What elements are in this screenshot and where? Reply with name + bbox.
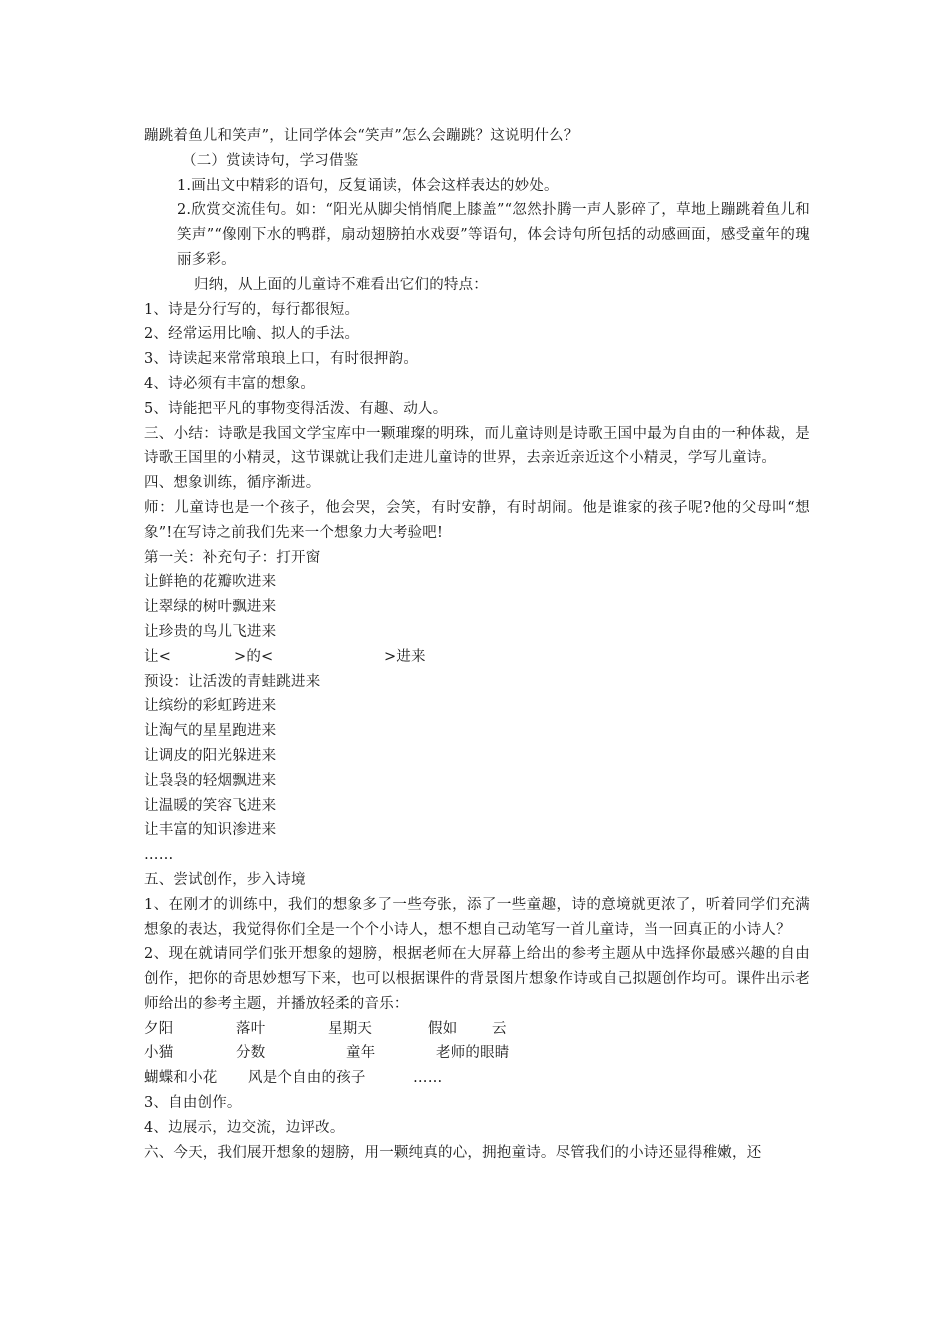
list-item: 让丰富的知识渗进来 (144, 822, 277, 839)
topic-item: 童年 (346, 1045, 376, 1062)
section-heading: 五、尝试创作，步入诗境 (144, 871, 306, 888)
section-heading: （二）赏读诗句，学习借鉴 (182, 152, 359, 169)
document-page (144, 124, 810, 1165)
topic-row (144, 1017, 810, 1042)
list-item: 预设：让活泼的青蛙跳进来 (144, 673, 321, 690)
list-item: 3、诗读起来常常琅琅上口，有时很押韵。 (144, 351, 419, 368)
paragraph-line: 1.画出文中精彩的语句，反复诵读，体会这样表达的妙处。 (177, 177, 559, 194)
paragraph-line: 蹦跳着鱼儿和笑声”，让同学体会“笑声”怎么会蹦跳？这说明什么？ (144, 128, 579, 144)
paragraph: 2、现在就请同学们张开想象的翅膀，根据老师在大屏幕上给出的参考主题从中选择你最感兴趣的自由创作，把你的奇思妙想写下来，也可以根据课件的背景图片想象作诗或自己拟题创作均可。课件出示老师给出的参考主题，并播放轻柔的音乐： (144, 946, 810, 1012)
topic-item: 蝴蝶和小花 (144, 1070, 218, 1087)
list-item: 4、诗必须有丰富的想象。 (144, 375, 316, 392)
topic-item: 夕阳 (144, 1020, 174, 1037)
fill-in-blank-line (144, 645, 810, 670)
blank-part: >进来 (384, 648, 426, 665)
topic-item: 风是个自由的孩子 (248, 1070, 366, 1087)
topic-item: 老师的眼睛 (436, 1045, 510, 1062)
paragraph: 师：儿童诗也是一个孩子，他会哭，会笑，有时安静，有时胡闹。他是谁家的孩子呢?他的父母叫“想象”!在写诗之前我们先来一个想象力大考验吧! (144, 499, 810, 541)
list-item: 5、诗能把平凡的事物变得活泼、有趣、动人。 (144, 400, 448, 417)
list-item: 1、诗是分行写的，每行都很短。 (144, 301, 360, 318)
section-heading: 四、想象训练，循序渐进。 (144, 475, 321, 492)
paragraph (144, 198, 810, 272)
list-item: 让淘气的星星跑进来 (144, 723, 277, 740)
blank-part: 让< (144, 648, 172, 665)
topic-item: 星期天 (328, 1020, 373, 1037)
paragraph-line: 六、今天，我们展开想象的翅膀，用一颗纯真的心，拥抱童诗。尽管我们的小诗还显得稚嫩，还 (144, 1144, 762, 1161)
list-item: 4、边展示，边交流，边评改。 (144, 1119, 345, 1136)
topic-item: …… (413, 1070, 443, 1087)
ellipsis: …… (144, 847, 174, 864)
topic-item: 假如 (428, 1020, 458, 1037)
list-item: 让温暖的笑容飞进来 (144, 797, 277, 814)
topic-item: 分数 (236, 1045, 266, 1062)
paragraph-line: 归纳，从上面的儿童诗不难看出它们的特点： (194, 276, 488, 293)
topic-item: 云 (492, 1020, 507, 1037)
blank-part: >的< (234, 648, 274, 665)
list-item: 2、经常运用比喻、拟人的手法。 (144, 326, 360, 343)
topic-row (144, 1041, 810, 1066)
paragraph: 1、在刚才的训练中，我们的想象多了一些夸张，添了一些童趣，诗的意境就更浓了，听着同学们充满想象的表达，我觉得你们全是一个个小诗人，想不想自己动笔写一首儿童诗，当一回真正的小诗人？ (144, 896, 810, 938)
paragraph-line: 第一关：补充句子：打开窗 (144, 549, 321, 566)
paragraph-text: 2.欣赏交流佳句。如：“阳光从脚尖悄悄爬上膝盖”“忽然扑腾一声人影碎了，草地上蹦跳着鱼儿和笑声”“像刚下水的鸭群，扇动翅膀拍水戏耍”等语句，体会诗句所包括的动感画面，感受童年的瑰丽多彩。 (177, 202, 810, 268)
topic-item: 落叶 (236, 1020, 266, 1037)
list-item: 让调皮的阳光躲进来 (144, 747, 277, 764)
topic-row (144, 1066, 810, 1091)
list-item: 让鲜艳的花瓣吹进来 (144, 574, 277, 591)
topic-item: 小猫 (144, 1045, 174, 1062)
paragraph: 三、小结：诗歌是我国文学宝库中一颗璀璨的明珠，而儿童诗则是诗歌王国中最为自由的一种体裁，是诗歌王国里的小精灵，这节课就让我们走进儿童诗的世界，去亲近亲近这个小精灵，学写儿童诗。 (144, 425, 810, 467)
list-item: 让翠绿的树叶飘进来 (144, 599, 277, 616)
list-item: 3、自由创作。 (144, 1095, 242, 1112)
list-item: 让袅袅的轻烟飘进来 (144, 772, 277, 789)
list-item: 让缤纷的彩虹跨进来 (144, 698, 277, 715)
list-item: 让珍贵的鸟儿飞进来 (144, 623, 277, 640)
